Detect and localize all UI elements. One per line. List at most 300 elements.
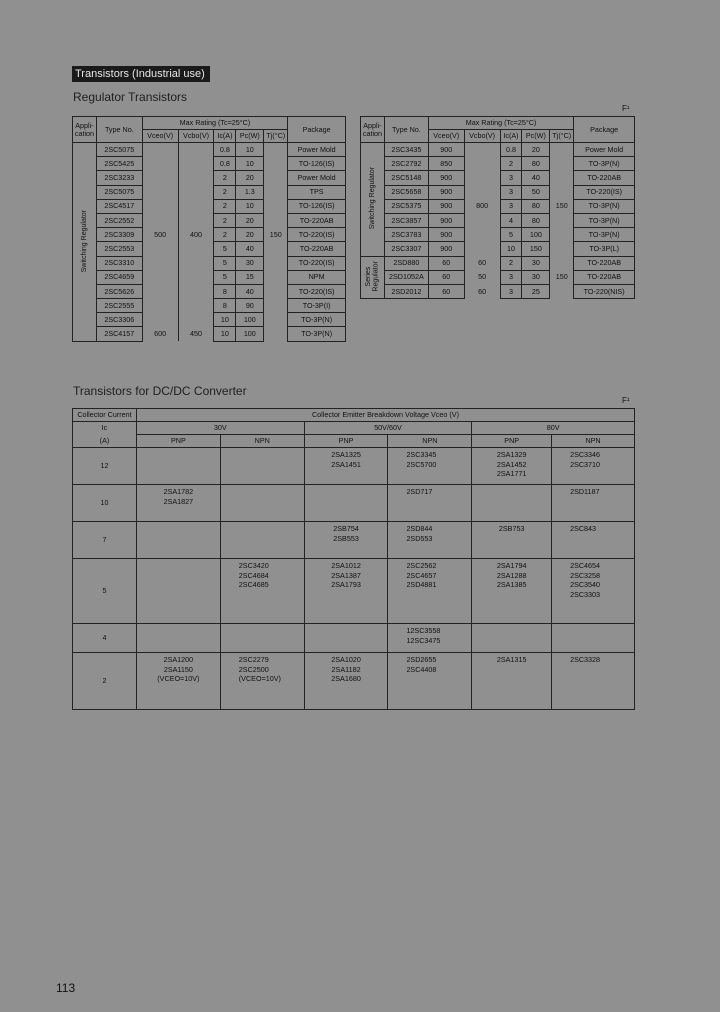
table-row bbox=[361, 171, 635, 185]
cell-tj bbox=[550, 213, 574, 227]
cell-type: 2SC3306 bbox=[96, 313, 142, 327]
cell-type: 2SC5658 bbox=[384, 185, 428, 199]
table-row bbox=[73, 313, 346, 327]
part-number: 2SC4408 bbox=[406, 664, 437, 674]
part-number: 2SC4685 bbox=[238, 580, 269, 589]
part-number: 12SC3558 bbox=[406, 626, 441, 635]
part-cell bbox=[552, 448, 635, 485]
cell-vceo bbox=[142, 213, 178, 227]
cell-type: 2SC4659 bbox=[96, 270, 142, 284]
part-number: 2SC5700 bbox=[406, 459, 437, 469]
part-number: 2SA1794 bbox=[496, 561, 527, 570]
cell-ic: 2 bbox=[214, 171, 236, 185]
table-row bbox=[73, 228, 346, 242]
cell-pc: 10 bbox=[236, 143, 264, 157]
hdr-application: Appli- cation bbox=[73, 117, 97, 143]
cell-tj bbox=[264, 284, 288, 298]
cell-pkg: TO-220(NIS) bbox=[574, 284, 635, 298]
cell-pc: 25 bbox=[522, 284, 550, 298]
hdr-80v: 80V bbox=[472, 422, 635, 435]
table-row bbox=[73, 143, 346, 157]
cell-vcbo: 400 bbox=[178, 228, 214, 242]
hdr-npn-80: NPN bbox=[552, 435, 635, 448]
application-group-right-b bbox=[361, 256, 385, 299]
application-label: Switching Regulator bbox=[368, 167, 376, 230]
hdr-max-rating: Max Rating (Tc=25°C) bbox=[142, 117, 287, 130]
cell-vcbo bbox=[464, 242, 500, 256]
cell-vcbo bbox=[178, 143, 214, 157]
cell-type: 2SC4157 bbox=[96, 327, 142, 341]
part-cell bbox=[136, 559, 220, 624]
cell-pc: 20 bbox=[236, 228, 264, 242]
table-row bbox=[361, 143, 635, 157]
part-number: 2SD4881 bbox=[406, 580, 437, 589]
cell-type: 2SD1052A bbox=[384, 270, 428, 284]
cell-tj bbox=[550, 143, 574, 157]
cell-vceo: 60 bbox=[428, 284, 464, 298]
cell-ic: 3 bbox=[500, 185, 522, 199]
dcdc-title: Transistors for DC/DC Converter bbox=[73, 384, 247, 398]
part-number: 2SD2655 bbox=[406, 655, 437, 664]
part-number: 2SB553 bbox=[333, 533, 359, 543]
cell-type: 2SC5075 bbox=[96, 143, 142, 157]
cell-ic: 2 bbox=[214, 199, 236, 213]
hdr-type-no: Type No. bbox=[96, 117, 142, 143]
table-row bbox=[361, 199, 635, 213]
cell-ic: 10 bbox=[214, 327, 236, 341]
cell-type: 2SC5425 bbox=[96, 157, 142, 171]
cell-vceo: 900 bbox=[428, 185, 464, 199]
part-cell bbox=[304, 522, 388, 559]
part-cell bbox=[472, 485, 552, 522]
dcdc-f-mark: F¹ bbox=[622, 396, 630, 405]
cell-pc: 40 bbox=[236, 284, 264, 298]
table-row bbox=[361, 185, 635, 199]
cell-pc: 30 bbox=[522, 256, 550, 270]
cell-ic: 3 bbox=[500, 171, 522, 185]
cell-type: 2SC3233 bbox=[96, 171, 142, 185]
part-cell bbox=[136, 653, 220, 710]
cell-pc: 40 bbox=[236, 242, 264, 256]
cell-pc: 20 bbox=[236, 171, 264, 185]
cell-ic: 2 bbox=[500, 157, 522, 171]
cell-ic: 10 bbox=[214, 313, 236, 327]
hdr-npn-60: NPN bbox=[388, 435, 472, 448]
part-number: 2SC4657 bbox=[406, 570, 437, 580]
cell-vcbo bbox=[178, 299, 214, 313]
cell-vceo bbox=[142, 185, 178, 199]
cell-tj bbox=[264, 270, 288, 284]
part-cell bbox=[472, 448, 552, 485]
cell-ic: 5 bbox=[214, 242, 236, 256]
cell-vceo: 900 bbox=[428, 171, 464, 185]
regulator-title: Regulator Transistors bbox=[73, 90, 188, 104]
cell-pkg: TO-220(IS) bbox=[288, 228, 346, 242]
cell-type: 2SD880 bbox=[384, 256, 428, 270]
part-cell bbox=[136, 448, 220, 485]
hdr-60v: 50V/60V bbox=[304, 422, 472, 435]
cell-vcbo bbox=[464, 213, 500, 227]
cell-ic: 3 bbox=[500, 199, 522, 213]
cell-tj bbox=[264, 299, 288, 313]
table-row bbox=[73, 327, 346, 341]
part-number: 12SC3475 bbox=[406, 635, 441, 645]
cell-ic: 2 bbox=[500, 256, 522, 270]
cell-ic: 5 bbox=[214, 270, 236, 284]
part-number: 2SA1771 bbox=[496, 469, 527, 478]
cell-pkg: TO-3P(N) bbox=[574, 157, 635, 171]
part-number: 2SA1329 bbox=[496, 450, 527, 459]
application-group-left bbox=[73, 143, 97, 342]
table-row bbox=[361, 270, 635, 284]
cell-tj bbox=[264, 199, 288, 213]
table-row bbox=[73, 448, 635, 485]
cell-type: 2SC2553 bbox=[96, 242, 142, 256]
cell-ic: 4 bbox=[500, 213, 522, 227]
hdr-package-r: Package bbox=[574, 117, 635, 143]
table-row bbox=[73, 185, 346, 199]
hdr-max-rating-r: Max Rating (Tc=25°C) bbox=[428, 117, 573, 130]
table-row bbox=[73, 256, 346, 270]
hdr-pc: Pc(W) bbox=[236, 130, 264, 143]
cell-pkg: TO-220AB bbox=[288, 213, 346, 227]
part-number: 2SC3345 bbox=[406, 450, 437, 459]
cell-pkg: TO-126(IS) bbox=[288, 199, 346, 213]
hdr-vceo-r: Vceo(V) bbox=[428, 130, 464, 143]
cell-vceo bbox=[142, 256, 178, 270]
hdr-tj-r: Tj(°C) bbox=[550, 130, 574, 143]
cell-pkg: TPS bbox=[288, 185, 346, 199]
hdr-pnp-60: PNP bbox=[304, 435, 388, 448]
cell-vceo bbox=[142, 313, 178, 327]
cell-tj bbox=[264, 143, 288, 157]
part-cell bbox=[472, 624, 552, 653]
cell-type: 2SC3857 bbox=[384, 213, 428, 227]
hdr-unit: (A) bbox=[73, 435, 137, 448]
part-number: (VCEO=10V) bbox=[238, 674, 281, 683]
part-cell bbox=[388, 485, 472, 522]
cell-tj: 150 bbox=[550, 199, 574, 213]
table-row bbox=[73, 270, 346, 284]
table-row bbox=[361, 284, 635, 298]
hdr-npn-30: NPN bbox=[220, 435, 304, 448]
part-cell bbox=[472, 653, 552, 710]
cell-pc: 1.3 bbox=[236, 185, 264, 199]
cell-tj bbox=[550, 284, 574, 298]
part-number: 2SA1150 bbox=[163, 664, 193, 674]
table-row bbox=[361, 228, 635, 242]
table-row bbox=[73, 157, 346, 171]
part-number: 2SC3710 bbox=[570, 459, 601, 469]
cell-vcbo: 50 bbox=[464, 270, 500, 284]
cell-vceo bbox=[142, 299, 178, 313]
part-number: 2SC2279 bbox=[238, 655, 269, 664]
cell-tj bbox=[550, 242, 574, 256]
cell-tj bbox=[550, 185, 574, 199]
cell-vceo bbox=[142, 199, 178, 213]
cell-ic: 3 bbox=[500, 284, 522, 298]
cell-vceo: 900 bbox=[428, 242, 464, 256]
part-cell bbox=[388, 448, 472, 485]
cell-pkg: TO-3P(N) bbox=[574, 228, 635, 242]
regulator-table-left bbox=[72, 116, 346, 342]
cell-vcbo bbox=[464, 143, 500, 157]
part-number: 2SA1827 bbox=[163, 496, 194, 506]
cell-pc: 20 bbox=[522, 143, 550, 157]
part-cell bbox=[220, 653, 304, 710]
hdr-breakdown-voltage: Collector Emitter Breakdown Voltage Vceo (V) bbox=[136, 409, 634, 422]
part-cell bbox=[472, 522, 552, 559]
cell-pkg: TO-220(IS) bbox=[288, 256, 346, 270]
cell-pkg: TO-3P(I) bbox=[288, 299, 346, 313]
current-cell: 12 bbox=[73, 448, 137, 485]
cell-vcbo: 450 bbox=[178, 327, 214, 341]
hdr-type-no-r: Type No. bbox=[384, 117, 428, 143]
cell-vcbo bbox=[178, 242, 214, 256]
part-number: (VCEO=10V) bbox=[157, 674, 200, 683]
cell-tj: 150 bbox=[550, 270, 574, 284]
part-cell bbox=[136, 485, 220, 522]
current-cell: 4 bbox=[73, 624, 137, 653]
part-number: 2SD1187 bbox=[570, 487, 600, 496]
cell-tj bbox=[550, 171, 574, 185]
cell-pkg: TO-220(IS) bbox=[288, 284, 346, 298]
cell-pkg: TO-220AB bbox=[574, 171, 635, 185]
application-label: Switching Regulator bbox=[80, 209, 88, 272]
hdr-vcbo-r: Vcbo(V) bbox=[464, 130, 500, 143]
cell-pc: 30 bbox=[522, 270, 550, 284]
hdr-application-r: Appli- cation bbox=[361, 117, 385, 143]
hdr-ic: Ic(A) bbox=[214, 130, 236, 143]
cell-type: 2SC5626 bbox=[96, 284, 142, 298]
part-number: 2SA1385 bbox=[496, 580, 527, 589]
cell-pkg: TO-126(IS) bbox=[288, 157, 346, 171]
cell-vceo: 900 bbox=[428, 199, 464, 213]
part-number: 2SD844 bbox=[406, 524, 433, 533]
cell-pkg: Power Mold bbox=[574, 143, 635, 157]
cell-type: 2SC3310 bbox=[96, 256, 142, 270]
hdr-package: Package bbox=[288, 117, 346, 143]
table-row bbox=[73, 299, 346, 313]
cell-tj bbox=[264, 313, 288, 327]
cell-pc: 10 bbox=[236, 157, 264, 171]
cell-vcbo bbox=[178, 213, 214, 227]
part-number: 2SC3346 bbox=[570, 450, 601, 459]
regulator-f-mark: F¹ bbox=[622, 104, 630, 113]
cell-pc: 40 bbox=[522, 171, 550, 185]
part-cell bbox=[220, 624, 304, 653]
part-number: 2SA1315 bbox=[496, 655, 527, 664]
part-cell bbox=[136, 624, 220, 653]
cell-vcbo bbox=[178, 199, 214, 213]
cell-tj bbox=[264, 256, 288, 270]
part-cell bbox=[388, 653, 472, 710]
part-cell bbox=[304, 448, 388, 485]
part-cell bbox=[552, 522, 635, 559]
part-number: 2SA1782 bbox=[163, 487, 194, 496]
cell-ic: 2 bbox=[214, 213, 236, 227]
part-number: 2SA1012 bbox=[331, 561, 361, 570]
part-cell bbox=[136, 522, 220, 559]
hdr-tj: Tj(°C) bbox=[264, 130, 288, 143]
cell-pkg: TO-220AB bbox=[288, 242, 346, 256]
cell-type: 2SC5148 bbox=[384, 171, 428, 185]
cell-type: 2SC3435 bbox=[384, 143, 428, 157]
cell-ic: 8 bbox=[214, 299, 236, 313]
hdr-vcbo: Vcbo(V) bbox=[178, 130, 214, 143]
cell-vceo: 900 bbox=[428, 213, 464, 227]
cell-tj bbox=[550, 256, 574, 270]
part-number: 2SA1288 bbox=[496, 570, 527, 580]
cell-vcbo bbox=[178, 185, 214, 199]
cell-pkg: Power Mold bbox=[288, 143, 346, 157]
part-cell bbox=[388, 522, 472, 559]
hdr-pnp-30: PNP bbox=[136, 435, 220, 448]
application-label: Series Regulator bbox=[364, 261, 380, 292]
cell-tj: 150 bbox=[264, 228, 288, 242]
cell-tj bbox=[550, 228, 574, 242]
cell-type: 2SC2552 bbox=[96, 213, 142, 227]
part-cell bbox=[220, 448, 304, 485]
cell-pc: 100 bbox=[522, 228, 550, 242]
cell-tj bbox=[264, 171, 288, 185]
cell-pkg: Power Mold bbox=[288, 171, 346, 185]
part-number: 2SC3540 bbox=[570, 580, 601, 589]
hdr-ic-label: Ic bbox=[73, 422, 137, 435]
part-cell bbox=[472, 559, 552, 624]
cell-pc: 10 bbox=[236, 199, 264, 213]
cell-vcbo bbox=[464, 185, 500, 199]
part-cell bbox=[304, 624, 388, 653]
cell-vcbo bbox=[464, 171, 500, 185]
current-cell: 5 bbox=[73, 559, 137, 624]
current-cell: 10 bbox=[73, 485, 137, 522]
cell-pkg: TO-3P(L) bbox=[574, 242, 635, 256]
cell-pc: 30 bbox=[236, 256, 264, 270]
cell-tj bbox=[264, 213, 288, 227]
cell-type: 2SD2012 bbox=[384, 284, 428, 298]
cell-vcbo bbox=[178, 313, 214, 327]
cell-type: 2SC5075 bbox=[96, 185, 142, 199]
part-number: 2SD553 bbox=[406, 533, 433, 543]
cell-type: 2SC4517 bbox=[96, 199, 142, 213]
part-number: 2SC3303 bbox=[570, 589, 601, 599]
part-cell bbox=[552, 624, 635, 653]
section-title: Transistors (Industrial use) bbox=[72, 66, 210, 82]
cell-pc: 80 bbox=[522, 199, 550, 213]
cell-ic: 0.8 bbox=[214, 157, 236, 171]
part-number: 2SA1325 bbox=[331, 450, 361, 459]
part-number: 2SD717 bbox=[406, 487, 433, 496]
table-row bbox=[73, 559, 635, 624]
table-row bbox=[361, 256, 635, 270]
cell-ic: 5 bbox=[214, 256, 236, 270]
cell-type: 2SC5375 bbox=[384, 199, 428, 213]
cell-vceo: 900 bbox=[428, 228, 464, 242]
part-number: 2SC843 bbox=[570, 524, 597, 533]
part-number: 2SA1793 bbox=[331, 580, 361, 589]
cell-tj bbox=[264, 242, 288, 256]
cell-tj bbox=[264, 327, 288, 341]
cell-pc: 80 bbox=[522, 213, 550, 227]
cell-vceo: 600 bbox=[142, 327, 178, 341]
cell-vceo: 60 bbox=[428, 256, 464, 270]
table-row bbox=[73, 624, 635, 653]
cell-pkg: TO-3P(N) bbox=[288, 327, 346, 341]
cell-pkg: TO-3P(N) bbox=[574, 213, 635, 227]
cell-vcbo: 60 bbox=[464, 256, 500, 270]
cell-vceo bbox=[142, 171, 178, 185]
cell-vcbo bbox=[178, 157, 214, 171]
part-cell bbox=[388, 559, 472, 624]
cell-pkg: TO-220AB bbox=[574, 256, 635, 270]
cell-pc: 20 bbox=[236, 213, 264, 227]
cell-type: 2SC3307 bbox=[384, 242, 428, 256]
part-number: 2SA1680 bbox=[331, 674, 361, 683]
cell-pkg: TO-3P(N) bbox=[288, 313, 346, 327]
cell-vcbo bbox=[178, 256, 214, 270]
cell-ic: 10 bbox=[500, 242, 522, 256]
cell-tj bbox=[550, 157, 574, 171]
table-row bbox=[361, 213, 635, 227]
cell-pkg: TO-3P(N) bbox=[574, 199, 635, 213]
hdr-30v: 30V bbox=[136, 422, 304, 435]
cell-ic: 2 bbox=[214, 228, 236, 242]
cell-pc: 150 bbox=[522, 242, 550, 256]
cell-ic: 2 bbox=[214, 185, 236, 199]
cell-pc: 15 bbox=[236, 270, 264, 284]
cell-vcbo: 800 bbox=[464, 199, 500, 213]
table-row bbox=[73, 242, 346, 256]
part-cell bbox=[304, 653, 388, 710]
cell-pc: 80 bbox=[522, 157, 550, 171]
cell-ic: 5 bbox=[500, 228, 522, 242]
part-cell bbox=[304, 559, 388, 624]
cell-ic: 3 bbox=[500, 270, 522, 284]
cell-vceo bbox=[142, 242, 178, 256]
cell-vceo: 60 bbox=[428, 270, 464, 284]
table-row bbox=[73, 522, 635, 559]
page-number: 113 bbox=[56, 981, 76, 995]
cell-type: 2SC2555 bbox=[96, 299, 142, 313]
part-cell bbox=[552, 485, 635, 522]
dcdc-table bbox=[72, 408, 635, 710]
cell-vcbo bbox=[464, 228, 500, 242]
cell-type: 2SC2792 bbox=[384, 157, 428, 171]
cell-tj bbox=[264, 185, 288, 199]
hdr-vceo: Vceo(V) bbox=[142, 130, 178, 143]
cell-type: 2SC3783 bbox=[384, 228, 428, 242]
cell-vceo bbox=[142, 157, 178, 171]
cell-pkg: TO-220AB bbox=[574, 270, 635, 284]
cell-ic: 0.8 bbox=[500, 143, 522, 157]
part-number: 2SA1451 bbox=[331, 459, 361, 469]
part-cell bbox=[220, 559, 304, 624]
part-number: 2SC4654 bbox=[570, 561, 601, 570]
cell-pkg: NPM bbox=[288, 270, 346, 284]
cell-ic: 0.8 bbox=[214, 143, 236, 157]
cell-pc: 50 bbox=[522, 185, 550, 199]
part-number: 2SC3420 bbox=[238, 561, 269, 570]
cell-vcbo bbox=[464, 157, 500, 171]
cell-vceo bbox=[142, 284, 178, 298]
part-number: 2SA1200 bbox=[163, 655, 194, 664]
cell-type: 2SC3309 bbox=[96, 228, 142, 242]
part-number: 2SC3328 bbox=[570, 655, 601, 664]
part-number: 2SA1020 bbox=[331, 655, 361, 664]
cell-tj bbox=[264, 157, 288, 171]
table-row bbox=[73, 213, 346, 227]
